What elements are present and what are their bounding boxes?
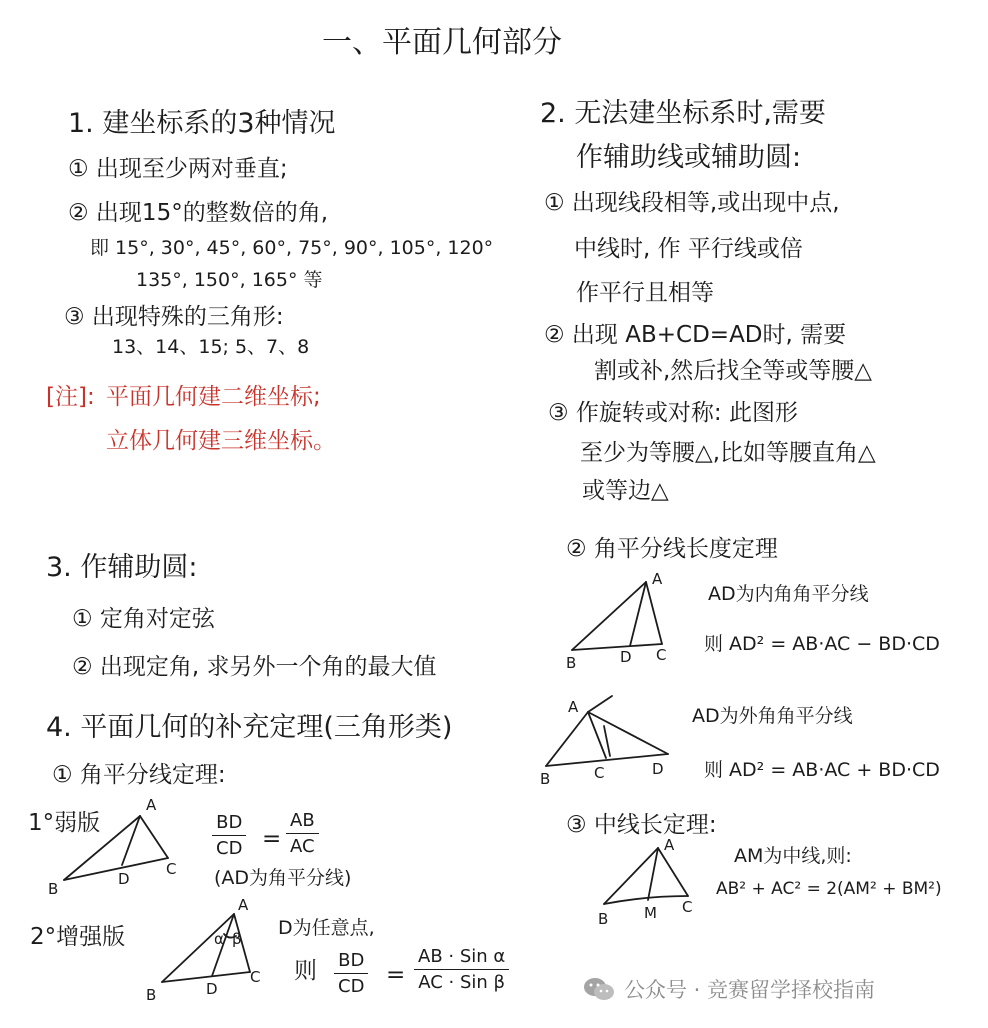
label-a: A — [146, 796, 157, 814]
note-line-1: 平面几何建二维坐标; — [106, 384, 321, 410]
fraction-bd-cd-strong: $\frac{BD}{CD}$ — [334, 950, 368, 997]
label-c: C — [594, 764, 605, 782]
fraction-bd-cd-weak: $\frac{BD}{CD}$ — [212, 812, 246, 859]
section-2-item-3-cont-2: 或等边△ — [582, 478, 669, 504]
section-2-item-1: ① 出现线段相等,或出现中点, — [544, 190, 840, 216]
watermark — [582, 974, 875, 1004]
bisector-length-heading: ② 角平分线长度定理 — [566, 536, 778, 562]
section-1-item-2-angles: 即 15°, 30°, 45°, 60°, 75°, 90°, 105°, 120° — [90, 237, 494, 259]
section-1-item-2-angles-cont: 135°, 150°, 165° 等 — [136, 269, 323, 291]
then-label: 则 — [294, 958, 317, 984]
section-2-heading: 2. 无法建坐标系时,需要 — [540, 98, 826, 129]
label-c: C — [166, 860, 177, 878]
label-beta: β — [232, 930, 242, 948]
label-c: C — [682, 898, 693, 916]
fraction-ab-ac: $\frac{AB}{AC}$ — [286, 810, 319, 857]
median-length-heading: ③ 中线长定理: — [566, 812, 717, 838]
section-1-item-1: ① 出现至少两对垂直; — [68, 156, 288, 182]
section-1-item-3-triangles: 13、14、15; 5、7、8 — [112, 336, 310, 358]
section-2-item-3-cont: 至少为等腰△,比如等腰直角△ — [580, 440, 876, 466]
section-1-heading: 1. 建坐标系的3种情况 — [68, 108, 336, 139]
section-3-item-1: ① 定角对定弦 — [72, 606, 215, 632]
section-2-item-1-cont-2: 作平行且相等 — [576, 280, 714, 306]
label-d: D — [620, 648, 632, 666]
equals-sign-2: = — [386, 962, 406, 988]
note-tag: [注]: — [46, 384, 95, 410]
label-d: D — [652, 760, 664, 778]
section-3-item-2: ② 出现定角, 求另外一个角的最大值 — [72, 654, 437, 680]
strong-version-label: 2°增强版 — [30, 924, 126, 950]
label-b: B — [146, 986, 157, 1004]
label-d: D — [118, 870, 130, 888]
section-1-item-2: ② 出现15°的整数倍的角, — [68, 200, 329, 226]
inner-bisector-text: AD为内角角平分线 — [708, 583, 869, 605]
label-b: B — [566, 654, 577, 672]
section-2-item-1-cont: 中线时, 作 平行线或倍 — [574, 236, 803, 262]
label-a: A — [238, 896, 249, 914]
section-4-heading: 4. 平面几何的补充定理(三角形类) — [46, 712, 453, 743]
median-formula: AB² + AC² = 2(AM² + BM²) — [716, 879, 942, 899]
section-4-item-1: ① 角平分线定理: — [52, 762, 226, 788]
label-a: A — [664, 836, 675, 854]
bisector-note: (AD为角平分线) — [214, 867, 352, 889]
watermark-text: 公众号 · 竞赛留学择校指南 — [624, 978, 876, 1002]
section-1-item-3: ③ 出现特殊的三角形: — [64, 304, 284, 330]
section-2-item-2: ② 出现 AB+CD=AD时, 需要 — [544, 322, 847, 348]
section-2-item-2-cont: 割或补,然后找全等或等腰△ — [594, 358, 872, 384]
label-a: A — [652, 570, 663, 588]
label-c: C — [250, 968, 261, 986]
label-b: B — [540, 770, 551, 788]
label-m: M — [644, 904, 657, 922]
page-title: 一、平面几何部分 — [322, 25, 562, 60]
median-text: AM为中线,则: — [734, 845, 852, 867]
d-arbitrary-note: D为任意点, — [278, 917, 375, 939]
weak-version-label: 1°弱版 — [28, 810, 101, 836]
section-3-heading: 3. 作辅助圆: — [46, 552, 198, 583]
section-2-heading-cont: 作辅助线或辅助圆: — [576, 142, 802, 173]
fraction-sine-ratio: AB · Sin α AC · Sin β — [414, 946, 509, 993]
wechat-icon — [582, 975, 616, 1003]
label-alpha: α — [214, 930, 224, 948]
note-line-2: 立体几何建三维坐标。 — [106, 428, 336, 454]
label-b: B — [598, 910, 609, 928]
outer-bisector-formula: 则 AD² = AB·AC + BD·CD — [704, 759, 940, 781]
outer-bisector-text: AD为外角角平分线 — [692, 705, 853, 727]
label-b: B — [48, 880, 59, 898]
inner-bisector-formula: 则 AD² = AB·AC − BD·CD — [704, 633, 940, 655]
label-a: A — [568, 698, 579, 716]
equals-sign: = — [262, 826, 282, 852]
label-c: C — [656, 646, 667, 664]
section-2-item-3: ③ 作旋转或对称: 此图形 — [548, 400, 798, 426]
label-d: D — [206, 980, 218, 998]
